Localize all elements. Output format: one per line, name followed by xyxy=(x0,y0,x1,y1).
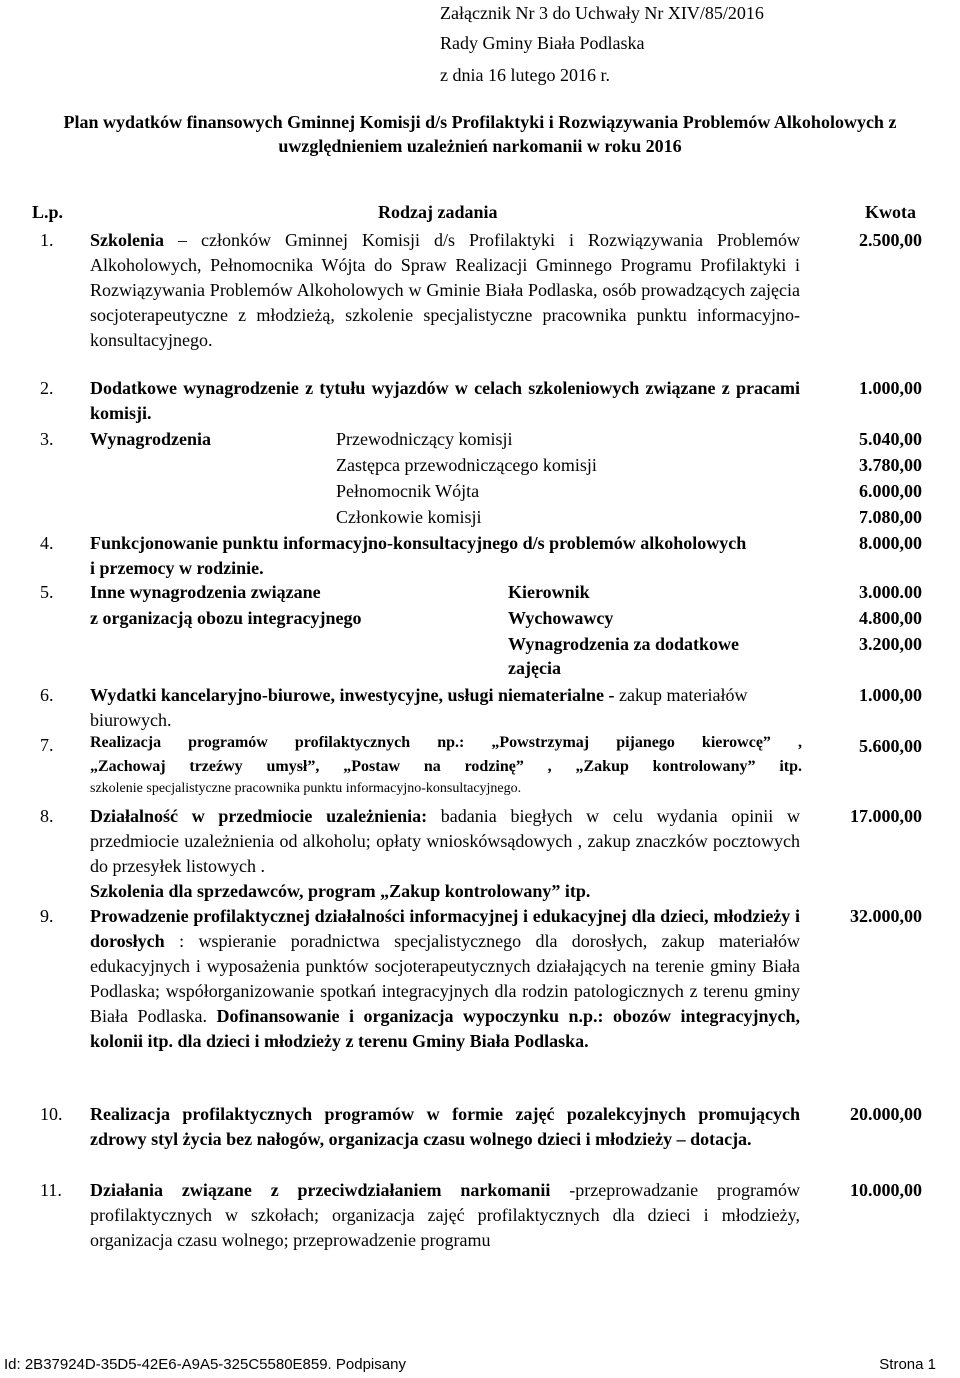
row-number: 7. xyxy=(40,735,54,755)
row-amount: 32.000,00 xyxy=(850,906,922,926)
row-task-line: szkolenie specjalistyczne pracownika punktu informacyjno-konsultacyjnego. xyxy=(90,781,522,796)
row-number: 2. xyxy=(40,378,54,398)
sub-item-amount: 3.200,00 xyxy=(859,634,922,654)
row-amount: 8.000,00 xyxy=(859,533,922,553)
row-task-line: Realizacja programów profilaktycznych np.: „Powstrzymaj pijanego kierowcę” , xyxy=(90,734,802,751)
row-amount: 17.000,00 xyxy=(850,806,922,826)
row-task-text xyxy=(90,904,800,1054)
sub-item-name: Zastępca przewodniczącego komisji xyxy=(336,455,597,475)
row-amount: 5.600,00 xyxy=(859,736,922,756)
column-task: Rodzaj zadania xyxy=(378,202,498,222)
column-lp: L.p. xyxy=(32,202,64,222)
sub-item-name: zajęcia xyxy=(508,658,561,678)
row-task-text xyxy=(90,804,800,904)
task-bold-2: Dofinansowanie i organizacja wypoczynku n.p.: obozów integracyjnych, kolonii itp. dla dzieci i młodzieży z terenu Gminy Biała Podlaska. xyxy=(90,1006,800,1051)
row-task-text xyxy=(90,228,800,353)
task-desc: -przeprowadzanie programów profilaktycznych w szkołach; organizacja zajęć profilaktycznych dla dzieci i młodzieży, organizacja czasu wolnego; przeprowadzenie programu xyxy=(90,1180,800,1250)
row-amount: 1.000,00 xyxy=(859,685,922,705)
task-desc: – członków Gminnej Komisji d/s Profilaktyki i Rozwiązywania Problemów Alkoholowych, Pełnomocnika Wójta do Spraw Realizacji Gminnego Programu Profilaktyki i Rozwiązywania Problemów Alkoholowych w Gminie Biała Podlaska, osób prowadzących zajęcia socjoterapeutyczne z młodzieżą, szkolenie specjalistyczne pracownika punktu informacyjno-konsultacyjnego. xyxy=(90,230,800,350)
sub-item-amount: 5.040,00 xyxy=(859,429,922,449)
row-task-label: z organizacją obozu integracyjnego xyxy=(90,608,362,628)
task-desc: : wspieranie poradnictwa specjalistycznego dla dorosłych, zakup materiałów edukacyjnych i wyposażenia punktów socjoterapeutycznych działających na terenie gminy Biała Podlaska; współorganizowanie spotkań integracyjnych dla rodzin patologicznych z terenu gminy Biała Podlaska. xyxy=(90,931,800,1026)
page-number: Strona 1 xyxy=(879,1356,936,1373)
row-number: 11. xyxy=(40,1180,62,1200)
sub-item-amount: 3.780,00 xyxy=(859,455,922,475)
document-title-line2: uwzględnieniem uzależnień narkomanii w roku 2016 xyxy=(278,136,682,156)
sub-item-name: Przewodniczący komisji xyxy=(336,429,513,449)
document-id: Id: 2B37924D-35D5-42E6-A9A5-325C5580E859. Podpisany xyxy=(4,1356,406,1373)
row-task-text xyxy=(90,1178,800,1253)
row-task-label: Inne wynagrodzenia związane xyxy=(90,582,321,602)
attachment-header-line2: Rady Gminy Biała Podlaska xyxy=(440,33,645,53)
row-amount: 10.000,00 xyxy=(850,1180,922,1200)
row-number: 5. xyxy=(40,582,54,602)
column-amount: Kwota xyxy=(865,202,916,222)
document-title-line1: Plan wydatków finansowych Gminnej Komisji d/s Profilaktyki i Rozwiązywania Problemów Alkoholowych z xyxy=(63,112,897,132)
row-number: 10. xyxy=(40,1104,63,1124)
row-task-label: Wynagrodzenia xyxy=(90,429,212,449)
task-bold: Działania związane z przeciwdziałaniem narkomanii xyxy=(90,1180,551,1200)
row-task-line: „Zachowaj trzeźwy umysł”, „Postaw na rodzinę” , „Zakup kontrolowany” itp. xyxy=(90,758,802,775)
row-task-text: Funkcjonowanie punktu informacyjno-konsultacyjnego d/s problemów alkoholowych i przemocy w rodzinie. xyxy=(90,533,747,578)
sub-item-name: Kierownik xyxy=(508,582,590,602)
task-bold: Szkolenia xyxy=(90,230,165,250)
task-desc: zakup materiałów biurowych. xyxy=(90,685,748,730)
sub-item-name: Wynagrodzenia za dodatkowe xyxy=(508,634,740,654)
row-number: 8. xyxy=(40,806,54,826)
row-task-text xyxy=(90,683,800,733)
sub-item-amount: 4.800,00 xyxy=(859,608,922,628)
sub-item-amount: 6.000,00 xyxy=(859,481,922,501)
attachment-header-line3: z dnia 16 lutego 2016 r. xyxy=(440,65,610,85)
sub-item-name: Wychowawcy xyxy=(508,608,614,628)
task-bold: Wydatki kancelaryjno-biurowe, inwestycyjne, usługi niematerialne - xyxy=(90,685,615,705)
sub-item-name: Pełnomocnik Wójta xyxy=(336,481,480,501)
sub-item-amount: 7.080,00 xyxy=(859,507,922,527)
row-task-text: Realizacja profilaktycznych programów w formie zajęć pozalekcyjnych promujących zdrowy styl życia bez nałogów, organizacja czasu wolnego dzieci i młodzieży – dotacja. xyxy=(90,1104,800,1149)
task-desc: badania biegłych w celu wydania opinii w przedmiocie uzależnienia od alkoholu; opłaty wnioskówsądowych , zakup znaczków pocztowych do przesyłek listowych . xyxy=(90,806,800,876)
task-bold-2: Szkolenia dla sprzedawców, program „Zakup kontrolowany” itp. xyxy=(90,881,591,901)
row-number: 3. xyxy=(40,429,54,449)
task-bold: Prowadzenie profilaktycznej działalności informacyjnej i edukacyjnej dla dzieci, młodzieży i dorosłych xyxy=(90,906,800,951)
sub-item-amount: 3.000.00 xyxy=(859,582,922,602)
row-task-text: Dodatkowe wynagrodzenie z tytułu wyjazdów w celach szkoleniowych związane z pracami komisji. xyxy=(90,378,800,423)
row-number: 9. xyxy=(40,906,54,926)
row-number: 4. xyxy=(40,533,54,553)
row-amount: 2.500,00 xyxy=(859,230,922,250)
sub-item-name: Członkowie komisji xyxy=(336,507,482,527)
row-number: 1. xyxy=(40,230,54,250)
row-amount: 20.000,00 xyxy=(850,1104,922,1124)
attachment-header-line1: Załącznik Nr 3 do Uchwały Nr XIV/85/2016 xyxy=(440,3,764,23)
row-number: 6. xyxy=(40,685,54,705)
task-bold: Działalność w przedmiocie uzależnienia: xyxy=(90,806,428,826)
row-amount: 1.000,00 xyxy=(859,378,922,398)
